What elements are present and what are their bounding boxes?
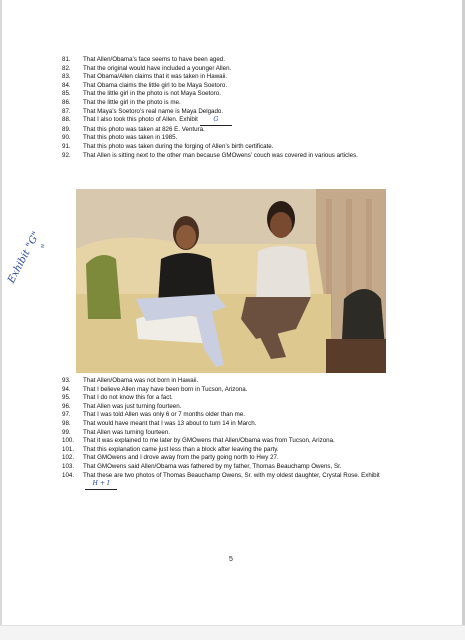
numbered-list-top [62,56,402,160]
list-item: 99. That Allen was turning fourteen. [62,428,171,436]
handwritten-side-annotation: Exhibit "G" [6,230,43,286]
list-item: 95. That I do not know this for a fact. [62,394,173,402]
scan-bottom-edge [0,625,465,640]
list-item: 84. That Obama claims the little girl to be Maya Soetoro. [62,81,228,89]
list-item: 104. That these are two photos of Thomas Beauchamp Owens, Sr. with my oldest daughter, Crystal Rose. ExhibitH + I [62,472,402,490]
numbered-list-bottom [62,377,402,490]
handwritten-exhibit-h-i: H + I [85,480,117,490]
list-item: 103. That GMOwens said Allen/Obama was fathered by my father, Thomas Beauchamp Owens, Sr. [62,462,342,470]
exhibit-photo [76,189,386,373]
scan-edge-left [0,0,2,640]
list-item: 81. That Allen/Obama’s face seems to have been aged. [62,56,225,63]
handwritten-exhibit-g: G [200,116,232,126]
page-number: 5 [229,556,233,563]
list-item: 97. That I was told Allen was only 6 or 7 months older than me. [62,411,245,419]
list-item: 102. That GMOwens and I drove away from the party going north to Hwy 27. [62,454,279,462]
list-item: 94. That I believe Allen may have been born in Tucson, Arizona. [62,385,248,393]
list-item: 85. That the little girl in the photo is not Maya Soetoro. [62,90,221,98]
photo-image [76,189,386,373]
list-item: 90. That this photo was taken in 1985. [62,134,178,142]
list-item: 82. That the original would have included a younger Allen. [62,64,232,72]
list-item: 91. That this photo was taken during the forging of Allen’s birth certificate. [62,142,274,150]
list-item: 87. That Maya’s Soetoro’s real name is Maya Delgado. [62,107,224,115]
list-item: 83. That Obama/Allen claims that it was taken in Hawaii. [62,73,228,81]
list-item: 88. That I also took this photo of Allen. Exhibit G [62,116,402,126]
list-item: 92. That Allen is sitting next to the other man because GMOwens’ couch was covered in various articles. [62,151,358,159]
list-item: 100. That it was explained to me later by GMOwens that Allen/Obama was from Tucson, Arizona. [62,437,335,445]
list-item: 98. That would have meant that I was 13 about to turn 14 in March. [62,419,257,427]
list-item: 93. That Allen/Obama was not born in Hawaii. [62,377,199,384]
list-item: 101. That this explanation came just less than a block after leaving the party. [62,445,279,453]
list-item: 86. That the little girl in the photo is me. [62,98,181,106]
list-item: 96. That Allen was just turning fourteen. [62,402,182,410]
list-item: 89. That this photo was taken at 826 E. Ventura. [62,125,205,133]
handwritten-quote-mark: " [38,242,53,251]
